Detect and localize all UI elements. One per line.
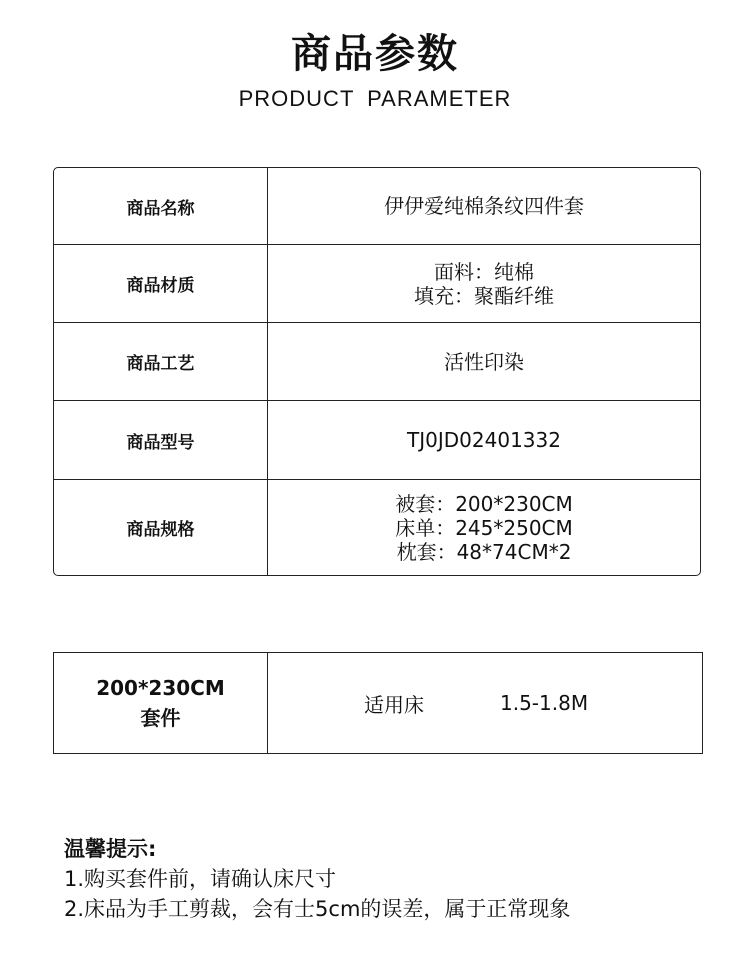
bed-fit-label: 适用床: [364, 692, 424, 717]
param-label: 商品材质: [54, 245, 268, 322]
bed-fit-value: 1.5-1.8M: [500, 691, 589, 715]
param-value-line: 床单：245*250CM: [395, 515, 573, 540]
page-subtitle: PRODUCT PARAMETER: [238, 86, 512, 111]
param-row-spec: [54, 479, 700, 575]
param-value: [268, 245, 700, 322]
tip-line: 1.购买套件前，请确认床尺寸: [64, 867, 337, 891]
param-value-line: 面料：纯棉: [434, 259, 534, 284]
param-row-model: [54, 400, 700, 479]
param-value: [268, 401, 700, 479]
param-value: [268, 168, 700, 244]
param-label: 商品规格: [54, 480, 268, 575]
page-title: 商品参数: [291, 31, 459, 77]
param-label: 商品名称: [54, 168, 268, 244]
parameter-table: [53, 167, 701, 576]
bed-fit-cell: [268, 653, 702, 753]
bed-size-table: [53, 652, 703, 754]
param-value: [268, 480, 700, 575]
param-label: 商品型号: [54, 401, 268, 479]
param-value-line: 填充：聚酯纤维: [414, 283, 554, 308]
param-row-craft: [54, 322, 700, 400]
param-value: [268, 323, 700, 400]
bed-size-cell: [54, 653, 268, 753]
param-value-line: 被套：200*230CM: [395, 491, 573, 516]
tips-title: 温馨提示:: [64, 837, 157, 861]
param-value-line: 活性印染: [444, 349, 524, 374]
bed-size-value: 200*230CM: [96, 676, 225, 700]
param-row-material: [54, 244, 700, 322]
param-value-line: 枕套：48*74CM*2: [396, 539, 572, 564]
param-row-name: [54, 168, 700, 244]
tip-line: 2.床品为手工剪裁，会有士5cm的误差，属于正常现象: [64, 897, 571, 921]
tips-section: [64, 834, 570, 924]
param-label: 商品工艺: [54, 323, 268, 400]
bed-size-unit: 套件: [140, 706, 181, 730]
param-value-line: 伊伊爱纯棉条纹四件套: [384, 194, 584, 218]
param-value-line: TJ0JD02401332: [407, 428, 561, 452]
